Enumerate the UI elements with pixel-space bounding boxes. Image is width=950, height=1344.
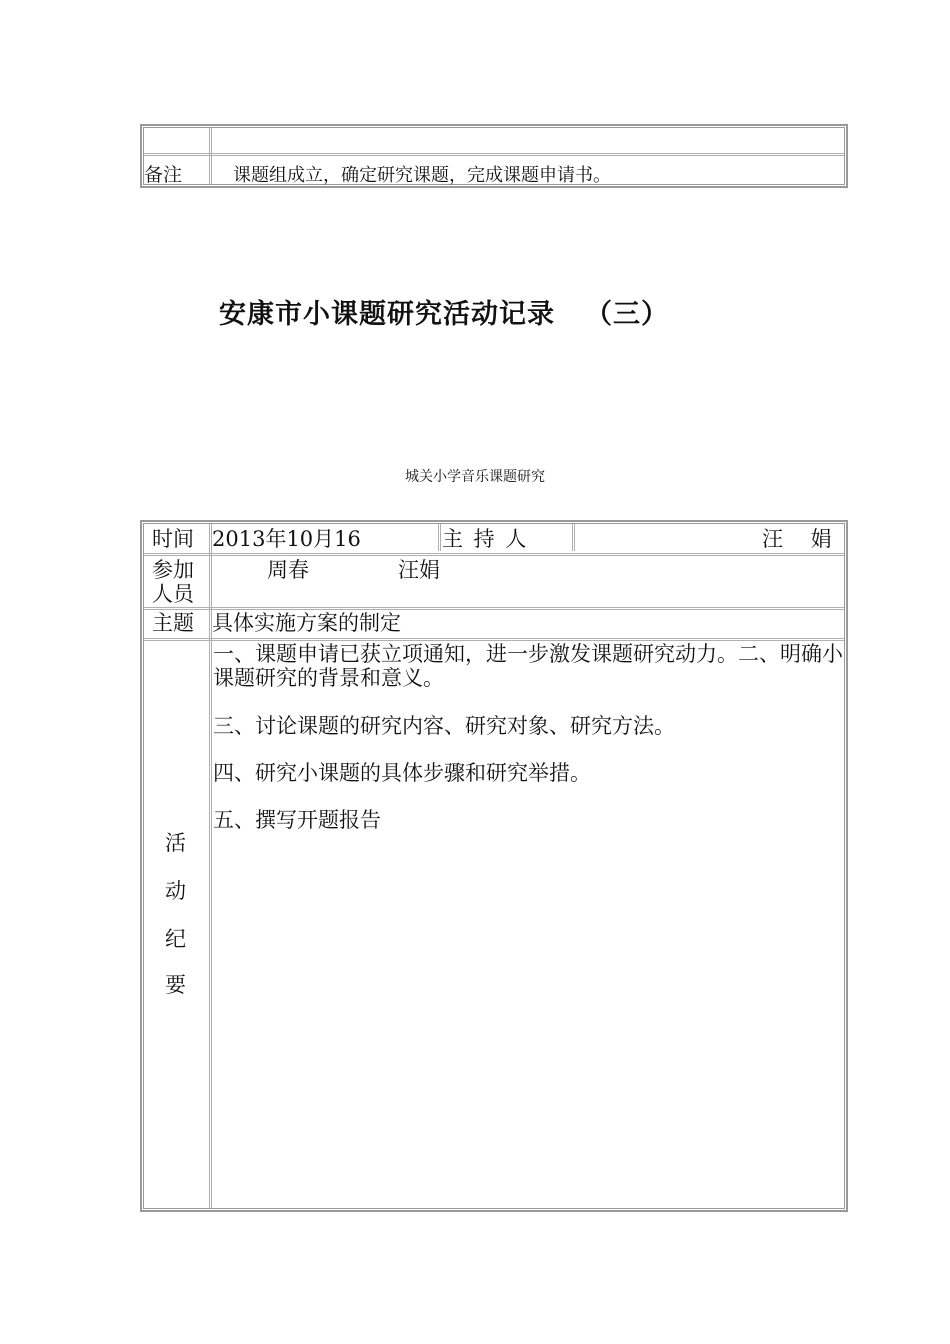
- document-title-main: 安康市小课题研究活动记录: [219, 299, 555, 330]
- remark-label: 备注: [144, 164, 183, 186]
- host-label: 主 持 人: [442, 527, 529, 551]
- document-title: [219, 292, 669, 331]
- topic-value: 具体实施方案的制定: [212, 611, 401, 635]
- document-title-suffix: （三）: [585, 299, 669, 330]
- participant-name: 周春: [267, 558, 309, 582]
- summary-label-char: 要: [165, 973, 186, 997]
- topic-label: 主题: [152, 611, 194, 635]
- summary-paragraph: 五、撰写开题报告: [213, 808, 381, 832]
- summary-label-char: 活: [165, 831, 186, 855]
- remark-table-divider: [144, 153, 844, 156]
- time-label: 时间: [152, 527, 194, 551]
- summary-label-char: 动: [165, 879, 186, 903]
- summary-paragraph: 四、研究小课题的具体步骤和研究举措。: [213, 761, 591, 785]
- participants-label-line2: 人员: [152, 582, 194, 606]
- summary-label-char: 纪: [165, 927, 186, 951]
- row-divider-time: [144, 553, 844, 556]
- time-row-divider-2: [572, 524, 575, 551]
- participants-label-line1: 参加: [152, 558, 194, 582]
- summary-paragraph: 三、讨论课题的研究内容、研究对象、研究方法。: [213, 714, 675, 738]
- remark-table-column-divider: [209, 128, 212, 184]
- row-divider-topic: [144, 638, 844, 641]
- host-value: 汪 娟: [762, 527, 832, 551]
- remark-text: 课题组成立，确定研究课题，完成课题申请书。: [233, 165, 611, 186]
- document-subtitle: 城关小学音乐课题研究: [405, 469, 545, 485]
- time-value: 2013年10月16: [212, 527, 361, 551]
- row-divider-participants: [144, 607, 844, 610]
- participant-name: 汪娟: [398, 558, 440, 582]
- time-row-divider-1: [438, 524, 441, 551]
- summary-paragraph: 一、课题申请已获立项通知，进一步激发课题研究动力。二、明确小课题研究的背景和意义。: [213, 642, 843, 690]
